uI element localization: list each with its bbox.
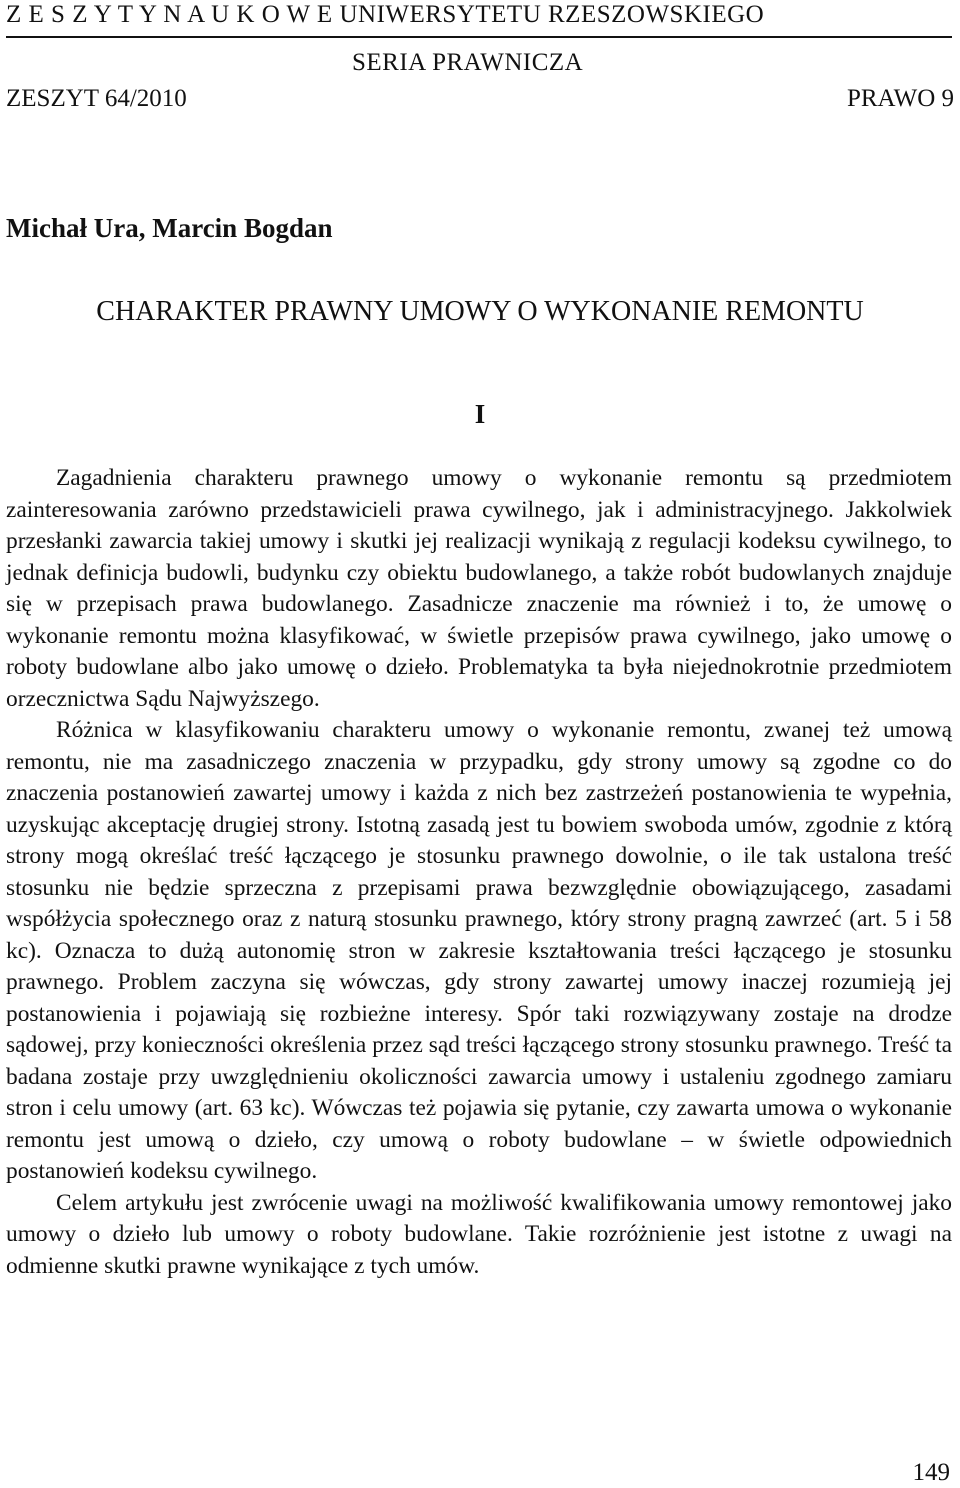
paragraph-3: Celem artykułu jest zwrócenie uwagi na możliwość kwalifikowania umowy remontowej jako umowy o dzieło lub umowy o roboty budowlane. Takie rozróżnienie jest istotne z uwagi na odmienne skutki prawne wynikające z tych umów. <box>6 1189 952 1279</box>
header-rule <box>6 36 952 38</box>
journal-volume: PRAWO 9 <box>846 85 954 112</box>
article-authors: Michał Ura, Marcin Bogdan <box>6 213 333 243</box>
paragraph-1: Zagadnienia charakteru prawnego umowy o wykonanie remontu są przedmiotem zainteresowania zarówno przedstawicieli prawa cywilnego, jak i administracyjnego. Jakkolwiek przesłanki zawarcia takiej umowy i skutki jej realizacji wynikają z regulacji kodeksu cywilnego, to jednak definicja budowli, budynku czy obiektu budowlanego, a także robót budowlanych znajduje się w przepisach prawa budowlanego. Zasadnicze znaczenie ma również i to, że umowę o wykonanie remontu można klasyfikować, w świetle przepisów prawa cywilnego, jako umowę o roboty budowlane albo jako umowę o dzieło. Problematyka ta była niejednokrotnie przedmiotem orzecznictwa Sądu Najwyższego. <box>6 465 952 712</box>
journal-issue: ZESZYT 64/2010 <box>6 85 187 112</box>
journal-subseries: SERIA PRAWNICZA <box>352 49 584 76</box>
article-body <box>6 463 952 1282</box>
article-title: CHARAKTER PRAWNY UMOWY O WYKONANIE REMONTU <box>96 296 864 327</box>
journal-series: Z E S Z Y T Y N A U K O W E UNIWERSYTETU RZESZOWSKIEGO <box>6 1 765 28</box>
page-number: 149 <box>912 1459 950 1486</box>
section-number: I <box>474 399 486 429</box>
paragraph-2: Różnica w klasyfikowaniu charakteru umowy o wykonanie remontu, zwanej też umową remontu, nie ma zasadniczego znaczenia w przypadku, gdy strony umowy są zgodne co do znaczenia postanowień zawartej umowy i każda z nich bez zastrzeżeń postanowienia te wypełnia, uzyskując akceptację drugiej strony. Istotną zasadą jest tu bowiem swoboda umów, zgodnie z którą strony mogą określać treść łączącego je stosunku prawnego dowolnie, o ile tak ustalona treść stosunku nie będzie sprzeczna z przepisami prawa bezwzględnie obowiązującego, zasadami współżycia społecznego oraz z naturą stosunku prawnego, który strony pragną zawrzeć (art. 5 i 58 kc). Oznacza to dużą autonomię stron w zakresie kształtowania treści łączącego je stosunku prawnego. Problem zaczyna się wówczas, gdy strony zawartej umowy inaczej rozumieją jej postanowienia i pojawiają się rozbieżne interesy. Spór taki rozwiązywany zostaje na drodze sądowej, przy konieczności określenia przez sąd treści łączącego strony stosunku prawnego. Treść ta badana zostaje przy uwzględnieniu okoliczności zawarcia umowy i ustaleniu zgodnego zamiaru stron i celu umowy (art. 63 kc). Wówczas też pojawia się pytanie, czy zawarta umowa o wykonanie remontu jest umową o dzieło, czy umową o roboty budowlane – w świetle odpowiednich postanowień kodeksu cywilnego. <box>6 717 952 1184</box>
